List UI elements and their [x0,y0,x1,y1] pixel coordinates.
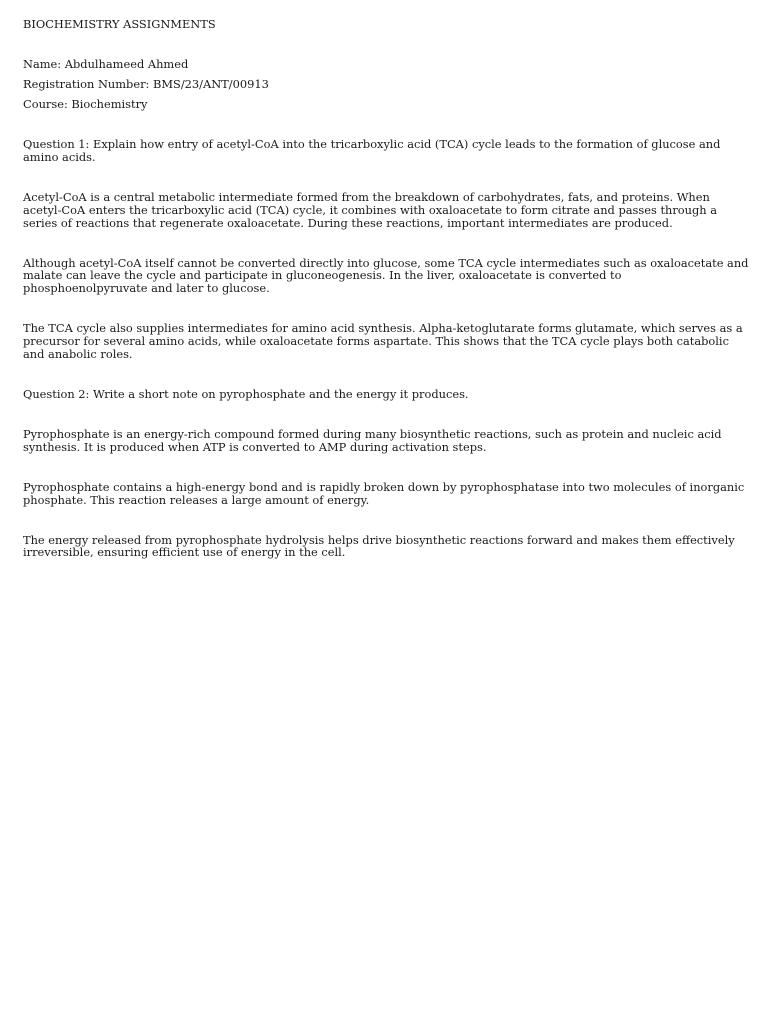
answer-2-paragraph-1: Pyrophosphate is an energy-rich compound formed during many biosynthetic reactions, such as protein and nucleic acid synthesis. It is produced when ATP is converted to AMP during activation steps. [23,426,722,454]
answer-1-paragraph-2: Although acetyl-CoA itself cannot be converted directly into glucose, some TCA cycle intermediates such as oxaloacetate and malate can leave the cycle and participate in gluconeogenesis. In the liver, oxaloacetate is converted to phosphoenolpyruvate and later to glucose. [23,255,749,296]
document-page [23,18,749,586]
course-name: Course: Biochemistry [23,97,148,111]
question-2: Question 2: Write a short note on pyrophosphate and the energy it produces. [23,386,469,401]
question-1: Question 1: Explain how entry of acetyl-CoA into the tricarboxylic acid (TCA) cycle leads to the formation of glucose and amino acids. [23,137,721,164]
answer-2-paragraph-3: The energy released from pyrophosphate hydrolysis helps drive biosynthetic reactions forward and makes them effectively irreversible, ensuring efficient use of energy in the cell. [23,532,735,560]
answer-2-paragraph-2: Pyrophosphate contains a high-energy bond and is rapidly broken down by pyrophosphatase into two molecules of inorganic phosphate. This reaction releases a large amount of energy. [23,479,745,507]
registration-number: Registration Number: BMS/23/ANT/00913 [23,77,269,91]
student-name: Name: Abdulhameed Ahmed [23,57,189,71]
document-title: BIOCHEMISTRY ASSIGNMENTS [23,17,216,31]
answer-1-paragraph-1: Acetyl-CoA is a central metabolic intermediate formed from the breakdown of carbohydrates, fats, and proteins. When acetyl-CoA enters the tricarboxylic acid (TCA) cycle, it combines with oxaloacetate to form citrate and passes through a series of reactions that regenerate oxaloacetate. During these reactions, important intermediates are produced. [23,189,718,230]
answer-1-paragraph-3: The TCA cycle also supplies intermediates for amino acid synthesis. Alpha-ketoglutarate forms glutamate, which serves as a precursor for several amino acids, while oxaloacetate forms aspartate. This shows that the TCA cycle plays both catabolic and anabolic roles. [23,321,743,362]
